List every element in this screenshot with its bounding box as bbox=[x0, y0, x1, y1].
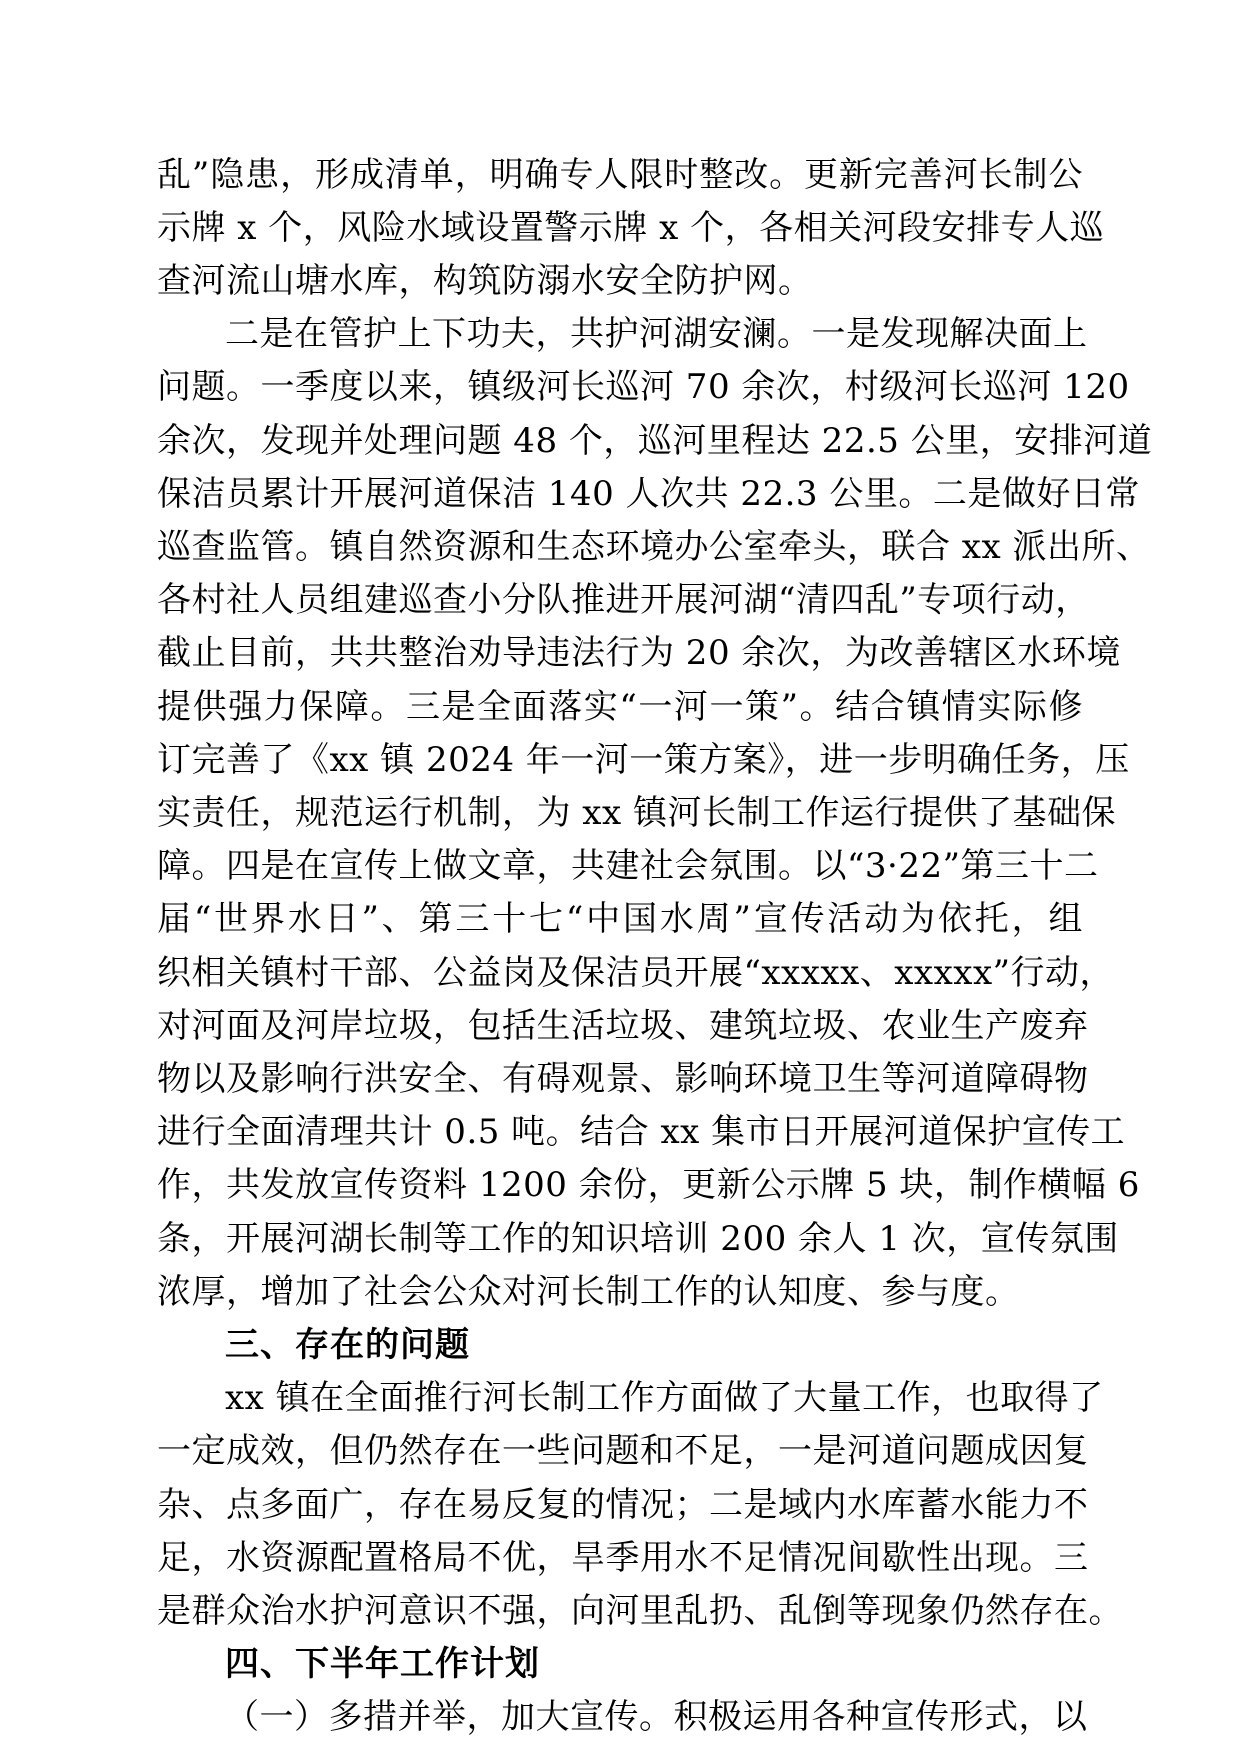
text-line: 作，共发放宣传资料 1200 余份，更新公示牌 5 块，制作横幅 6 bbox=[157, 1165, 1140, 1205]
text-line: 织相关镇村干部、公益岗及保洁员开展“xxxxx、xxxxx”行动， bbox=[157, 953, 1115, 993]
text-line: 保洁员累计开展河道保洁 140 人次共 22.3 公里。二是做好日常 bbox=[157, 474, 1140, 514]
text-line: 查河流山塘水库，构筑防溺水安全防护网。 bbox=[157, 261, 813, 301]
text-line: 订完善了《xx 镇 2024 年一河一策方案》，进一步明确任务，压 bbox=[157, 740, 1130, 780]
text-line: 足，水资源配置格局不优，旱季用水不足情况间歇性出现。三 bbox=[157, 1538, 1089, 1578]
text-line: 届“世界水日”、第三十七“中国水周”宣传活动为依托，组 bbox=[157, 899, 1083, 939]
text-line: 问题。一季度以来，镇级河长巡河 70 余次，村级河长巡河 120 bbox=[157, 367, 1130, 407]
text-line: 示牌 x 个，风险水域设置警示牌 x 个，各相关河段安排专人巡 bbox=[157, 208, 1105, 248]
paragraph-first-line: xx 镇在全面推行河长制工作方面做了大量工作，也取得了 bbox=[225, 1378, 1104, 1418]
text-line: 对河面及河岸垃圾，包括生活垃圾、建筑垃圾、农业生产废弃 bbox=[157, 1006, 1089, 1046]
section-heading-plan: 四、下半年工作计划 bbox=[225, 1644, 540, 1684]
text-line: 巡查监管。镇自然资源和生态环境办公室牵头，联合 xx 派出所、 bbox=[157, 527, 1151, 567]
text-line: 是群众治水护河意识不强，向河里乱扔、乱倒等现象仍然存在。 bbox=[157, 1591, 1123, 1631]
section-heading-problems: 三、存在的问题 bbox=[225, 1325, 470, 1365]
text-line: 障。四是在宣传上做文章，共建社会氛围。以“3·22”第三十二 bbox=[157, 846, 1099, 886]
text-line: 浓厚，增加了社会公众对河长制工作的认知度、参与度。 bbox=[157, 1272, 1020, 1312]
text-line: 实责任，规范运行机制，为 xx 镇河长制工作运行提供了基础保 bbox=[157, 793, 1116, 833]
paragraph-first-line: 二是在管护上下功夫，共护河湖安澜。一是发现解决面上 bbox=[225, 314, 1088, 354]
text-line: 进行全面清理共计 0.5 吨。结合 xx 集市日开展河道保护宣传工 bbox=[157, 1112, 1126, 1152]
text-line: 物以及影响行洪安全、有碍观景、影响环境卫生等河道障碍物 bbox=[157, 1059, 1089, 1099]
paragraph-first-line: （一）多措并举，加大宣传。积极运用各种宣传形式，以 bbox=[225, 1697, 1088, 1737]
text-line: 乱”隐患，形成清单，明确专人限时整改。更新完善河长制公 bbox=[157, 155, 1083, 195]
text-line: 提供强力保障。三是全面落实“一河一策”。结合镇情实际修 bbox=[157, 687, 1083, 727]
text-line: 杂、点多面广，存在易反复的情况；二是域内水库蓄水能力不 bbox=[157, 1485, 1089, 1525]
text-line: 一定成效，但仍然存在一些问题和不足，一是河道问题成因复 bbox=[157, 1431, 1089, 1471]
text-line: 条，开展河湖长制等工作的知识培训 200 余人 1 次，宣传氛围 bbox=[157, 1219, 1119, 1259]
text-line: 截止目前，共共整治劝导违法行为 20 余次，为改善辖区水环境 bbox=[157, 633, 1121, 673]
text-line: 各村社人员组建巡查小分队推进开展河湖“清四乱”专项行动， bbox=[157, 580, 1090, 620]
text-line: 余次，发现并处理问题 48 个，巡河里程达 22.5 公里，安排河道 bbox=[157, 421, 1153, 461]
